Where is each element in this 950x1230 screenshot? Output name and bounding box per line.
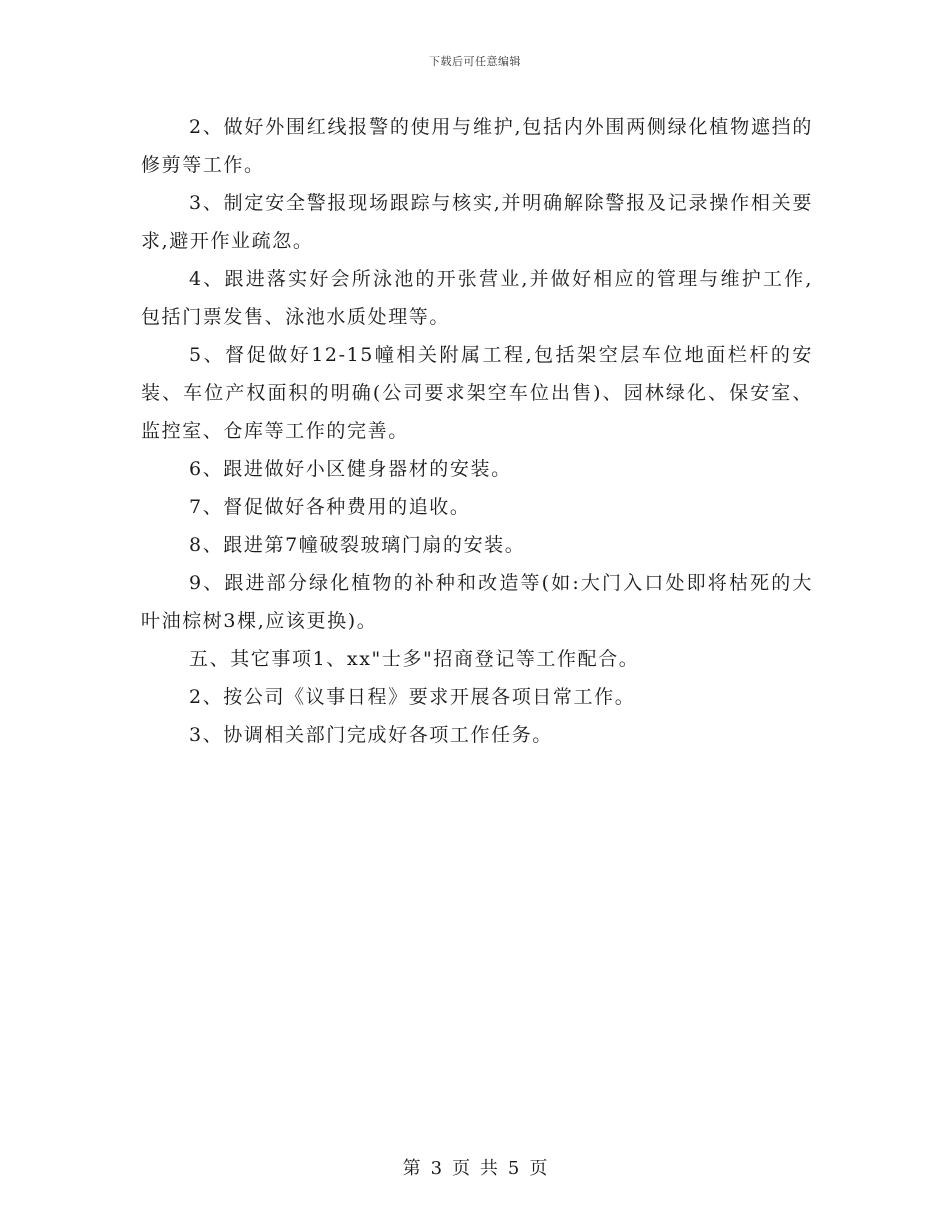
page-number-middle: 页 共 (452, 1158, 498, 1179)
paragraph-item-6: 6、跟进做好小区健身器材的安装。 (189, 458, 512, 480)
paragraph-item-other-2: 2、按公司《议事日程》要求开展各项日常工作。 (189, 686, 636, 708)
paragraph-item-8: 8、跟进第7幢破裂玻璃门扇的安装。 (189, 534, 526, 556)
paragraph-item-2: 2、做好外围红线报警的使用与维护,包括内外围两侧绿化植物遮挡的修剪等工作。 (141, 116, 813, 176)
paragraph-item-7: 7、督促做好各种费用的追收。 (189, 496, 471, 518)
paragraph-item-3: 3、制定安全警报现场跟踪与核实,并明确解除警报及记录操作相关要求,避开作业疏忽。 (141, 192, 813, 252)
paragraph-item-other-3: 3、协调相关部门完成好各项工作任务。 (189, 724, 553, 746)
page-header: 下载后可任意编辑 (429, 55, 521, 68)
paragraph-item-4: 4、跟进落实好会所泳池的开张营业,并做好相应的管理与维护工作,包括门票发售、泳池水质处理等。 (141, 268, 813, 328)
page-number-prefix: 第 (402, 1158, 421, 1179)
paragraph-item-9: 9、跟进部分绿化植物的补种和改造等(如:大门入口处即将枯死的大叶油棕树3棵,应该更换)。 (141, 572, 813, 632)
section-five-heading: 五、其它事项1、xx"士多"招商登记等工作配合。 (189, 648, 640, 670)
current-page-number: 3 (430, 1158, 443, 1179)
page-footer (0, 1154, 950, 1180)
total-pages-number: 5 (507, 1158, 520, 1179)
paragraph-item-5: 5、督促做好12-15幢相关附属工程,包括架空层车位地面栏杆的安装、车位产权面积的明确(公司要求架空车位出售)、园林绿化、保安室、监控室、仓库等工作的完善。 (141, 344, 813, 442)
document-body (141, 108, 813, 754)
page-number-suffix: 页 (529, 1158, 548, 1179)
